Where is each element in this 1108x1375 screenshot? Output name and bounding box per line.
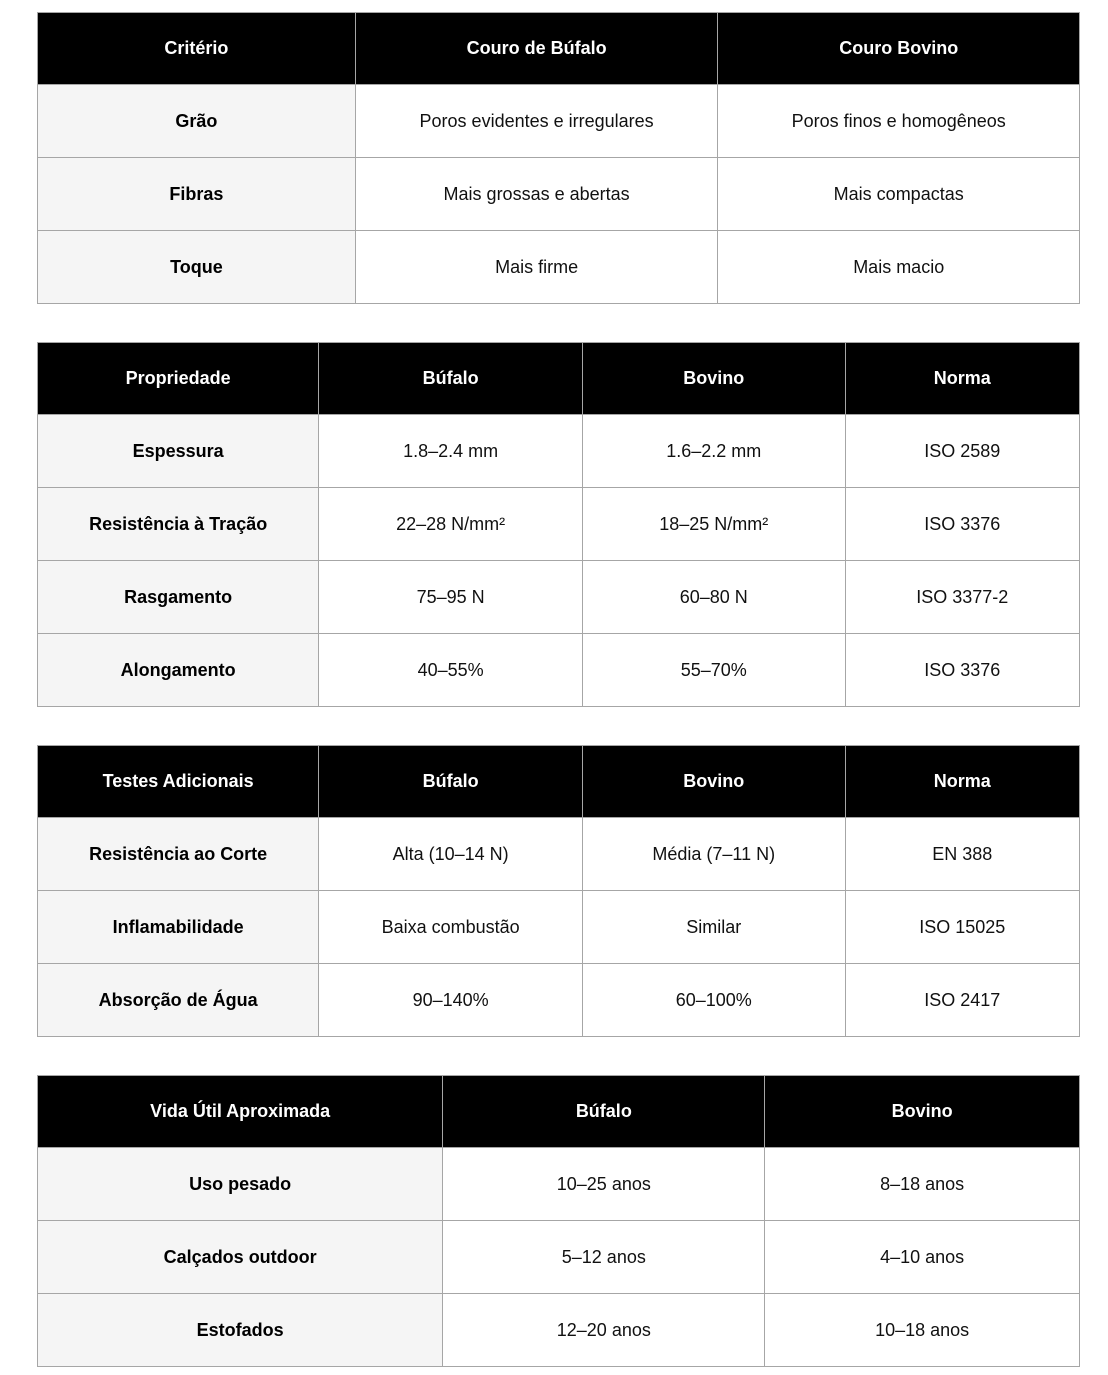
row-label: Calçados outdoor — [38, 1221, 443, 1294]
row-label: Absorção de Água — [38, 964, 319, 1037]
table-row — [38, 891, 1080, 964]
table-cell: Mais firme — [355, 231, 718, 304]
table-row — [38, 634, 1080, 707]
table-cell: 75–95 N — [319, 561, 583, 634]
table-cell: Poros finos e homogêneos — [718, 85, 1080, 158]
table-row — [38, 561, 1080, 634]
table-cell: 10–25 anos — [443, 1148, 765, 1221]
header-row — [38, 746, 1080, 818]
table-row — [38, 1294, 1080, 1367]
row-label: Alongamento — [38, 634, 319, 707]
column-header: Bovino — [582, 746, 845, 818]
table-cell: 10–18 anos — [765, 1294, 1080, 1367]
table-cell: ISO 3376 — [845, 488, 1079, 561]
table-cell: 18–25 N/mm² — [582, 488, 845, 561]
table-cell: Poros evidentes e irregulares — [355, 85, 718, 158]
header-row — [38, 1076, 1080, 1148]
row-label: Estofados — [38, 1294, 443, 1367]
table-cell: ISO 2417 — [845, 964, 1079, 1037]
table-cell: 4–10 anos — [765, 1221, 1080, 1294]
column-header: Critério — [38, 13, 356, 85]
row-label: Inflamabilidade — [38, 891, 319, 964]
table-cell: 5–12 anos — [443, 1221, 765, 1294]
column-header: Bovino — [582, 343, 845, 415]
additional-tests-table — [37, 745, 1080, 1037]
column-header: Bovino — [765, 1076, 1080, 1148]
column-header: Testes Adicionais — [38, 746, 319, 818]
table-cell: ISO 2589 — [845, 415, 1079, 488]
column-header: Couro Bovino — [718, 13, 1080, 85]
comparison-table — [37, 12, 1080, 304]
row-label: Uso pesado — [38, 1148, 443, 1221]
table-cell: 12–20 anos — [443, 1294, 765, 1367]
row-label: Rasgamento — [38, 561, 319, 634]
table-cell: ISO 3376 — [845, 634, 1079, 707]
column-header: Búfalo — [319, 746, 583, 818]
column-header: Propriedade — [38, 343, 319, 415]
properties-table — [37, 342, 1080, 707]
table-row — [38, 818, 1080, 891]
table-cell: Mais macio — [718, 231, 1080, 304]
row-label: Grão — [38, 85, 356, 158]
table-cell: 1.8–2.4 mm — [319, 415, 583, 488]
table-cell: ISO 3377-2 — [845, 561, 1079, 634]
table-cell: Média (7–11 N) — [582, 818, 845, 891]
row-label: Espessura — [38, 415, 319, 488]
column-header: Norma — [845, 343, 1079, 415]
table-row — [38, 488, 1080, 561]
table-row — [38, 964, 1080, 1037]
table-cell: 60–80 N — [582, 561, 845, 634]
column-header: Couro de Búfalo — [355, 13, 718, 85]
table-cell: EN 388 — [845, 818, 1079, 891]
lifespan-table — [37, 1075, 1080, 1367]
row-label: Toque — [38, 231, 356, 304]
table-row — [38, 415, 1080, 488]
table-cell: Mais grossas e abertas — [355, 158, 718, 231]
table-cell: Alta (10–14 N) — [319, 818, 583, 891]
table-cell: 40–55% — [319, 634, 583, 707]
table-cell: ISO 15025 — [845, 891, 1079, 964]
table-row — [38, 231, 1080, 304]
table-row — [38, 85, 1080, 158]
row-label: Resistência ao Corte — [38, 818, 319, 891]
table-cell: 8–18 anos — [765, 1148, 1080, 1221]
table-cell: 22–28 N/mm² — [319, 488, 583, 561]
table-cell: Mais compactas — [718, 158, 1080, 231]
column-header: Búfalo — [319, 343, 583, 415]
table-cell: 55–70% — [582, 634, 845, 707]
header-row — [38, 343, 1080, 415]
column-header: Vida Útil Aproximada — [38, 1076, 443, 1148]
table-row — [38, 1221, 1080, 1294]
table-row — [38, 158, 1080, 231]
row-label: Resistência à Tração — [38, 488, 319, 561]
table-cell: 60–100% — [582, 964, 845, 1037]
row-label: Fibras — [38, 158, 356, 231]
column-header: Norma — [845, 746, 1079, 818]
table-cell: Similar — [582, 891, 845, 964]
table-cell: 90–140% — [319, 964, 583, 1037]
table-cell: 1.6–2.2 mm — [582, 415, 845, 488]
table-row — [38, 1148, 1080, 1221]
table-cell: Baixa combustão — [319, 891, 583, 964]
header-row — [38, 13, 1080, 85]
column-header: Búfalo — [443, 1076, 765, 1148]
